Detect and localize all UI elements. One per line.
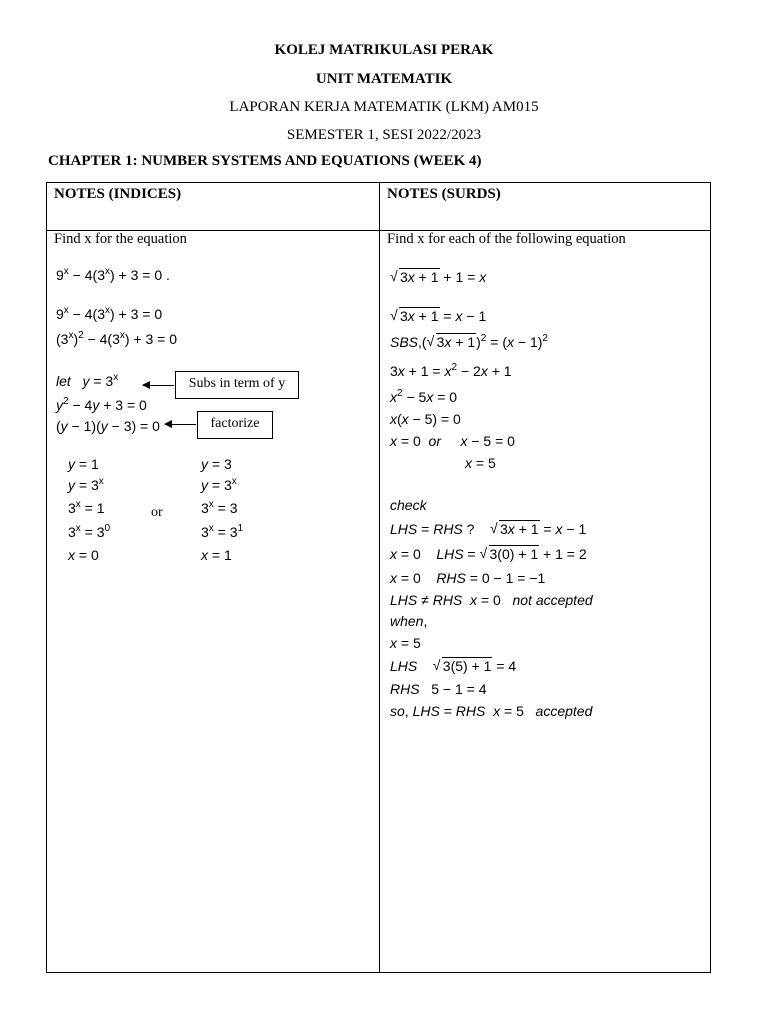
case-one-step: $3^x = 3^0$ <box>68 523 111 540</box>
surds-instruction: Find x for each of the following equation <box>387 231 626 247</box>
indices-step: $y^2 - 4y + 3 = 0$ <box>56 396 147 413</box>
check-step: LHS √ 3(5) + 1 = 4 <box>390 657 516 675</box>
surds-step: √ 3x + 1 = x − 1 <box>390 307 486 325</box>
indices-step: $(3^x)^2 - 4(3^x) + 3 = 0$ <box>56 330 178 347</box>
arrow-left-icon <box>165 424 196 425</box>
check-step: LHS ≠ RHS x = 0 not accepted <box>390 592 593 608</box>
semester-title: SEMESTER 1, SESI 2022/2023 <box>286 127 482 143</box>
column-divider <box>379 183 380 972</box>
indices-step: $9^x - 4(3^x) + 3 = 0$ <box>56 305 163 322</box>
or-label: or <box>151 505 163 520</box>
subs-note-box: Subs in term of y <box>175 371 299 399</box>
case-two-step: $3^x = 3^1$ <box>201 523 244 540</box>
indices-equation: $9^x - 4(3^x) + 3 = 0$ . <box>56 266 170 283</box>
unit-title: UNIT MATEMATIK <box>315 71 453 87</box>
check-step: x = 0 LHS = √ 3(0) + 1 + 1 = 2 <box>390 545 587 563</box>
check-step: x = 5 <box>390 635 421 651</box>
surds-step: $3x + 1 = x^2 - 2x + 1$ <box>390 362 512 379</box>
case-two-step: y = 3 <box>201 456 232 472</box>
check-step: when, <box>390 613 428 629</box>
arrow-left-icon <box>143 385 174 386</box>
case-one-step: y = 1 <box>68 456 99 472</box>
case-one-step: x = 0 <box>68 547 99 563</box>
chapter-title: CHAPTER 1: NUMBER SYSTEMS AND EQUATIONS (WEEK 4) <box>48 153 482 169</box>
check-step: so, LHS = RHS x = 5 accepted <box>390 703 593 719</box>
case-two-step: $y = 3^x$ <box>201 476 237 493</box>
surds-equation: √ 3x + 1 + 1 = x <box>390 268 486 286</box>
check-step: LHS = RHS ? √ 3x + 1 = x − 1 <box>390 520 586 538</box>
case-two-step: $3^x = 3$ <box>201 499 238 516</box>
indices-heading: NOTES (INDICES) <box>54 186 182 202</box>
check-step: x = 0 RHS = 0 − 1 = −1 <box>390 570 546 586</box>
indices-step: let $y = 3^x$ <box>56 372 119 389</box>
indices-instruction: Find x for the equation <box>54 231 187 247</box>
surds-step: $x^2 - 5x = 0$ <box>390 388 458 405</box>
check-label: check <box>390 497 427 513</box>
surds-step: x(x − 5) = 0 <box>390 411 461 427</box>
indices-step: (y − 1)(y − 3) = 0 <box>56 418 160 434</box>
surds-heading: NOTES (SURDS) <box>387 186 501 202</box>
surds-step: SBS,(√ $3x + 1)^2 = (x - 1)^2$ <box>390 333 548 351</box>
case-one-step: $3^x = 1$ <box>68 499 105 516</box>
factorize-note-box: factorize <box>197 411 273 439</box>
report-title: LAPORAN KERJA MATEMATIK (LKM) AM015 <box>229 99 539 115</box>
notes-table <box>46 182 711 973</box>
college-title: KOLEJ MATRIKULASI PERAK <box>274 42 494 58</box>
surds-step: x = 0 or x − 5 = 0 <box>390 433 515 449</box>
surds-step: x = 5 <box>465 455 496 471</box>
case-two-step: x = 1 <box>201 547 232 563</box>
check-step: RHS 5 − 1 = 4 <box>390 681 487 697</box>
case-one-step: $y = 3^x$ <box>68 476 104 493</box>
